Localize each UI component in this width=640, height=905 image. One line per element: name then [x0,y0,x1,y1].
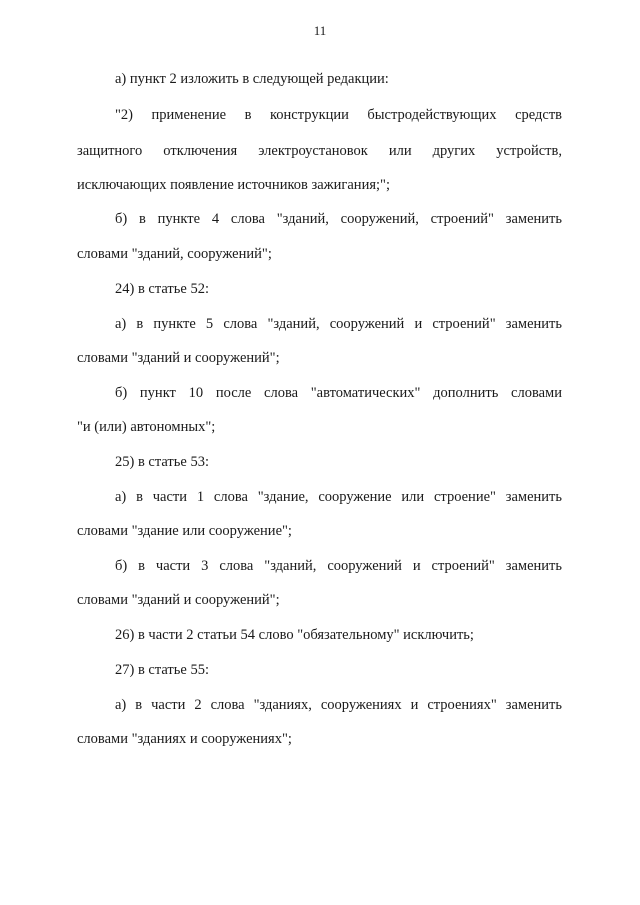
text-line: 25) в статье 53: [115,454,209,470]
text-line: словами "зданий и сооружений"; [77,350,280,366]
text-line: а) в части 1 слова "здание, сооружение или строение" заменить [115,489,562,505]
text-line: словами "здание или сооружение"; [77,523,292,539]
text-line: словами "зданий, сооружений"; [77,246,272,262]
text-line: а) пункт 2 изложить в следующей редакции: [115,71,389,87]
text-line: 26) в части 2 статьи 54 слово "обязательному" исключить; [115,627,474,643]
text-line: б) в пункте 4 слова "зданий, сооружений, строений" заменить [115,211,562,227]
text-line: 27) в статье 55: [115,662,209,678]
text-line: б) пункт 10 после слова "автоматических" дополнить словами [115,385,562,401]
text-line: "и (или) автономных"; [77,419,216,435]
text-line: словами "зданиях и сооружениях"; [77,731,292,747]
text-line: 24) в статье 52: [115,281,209,297]
page-number: 11 [313,23,327,38]
text-line: "2) применение в конструкции быстродействующих средств [115,107,562,123]
text-line: а) в пункте 5 слова "зданий, сооружений и строений" заменить [115,316,562,332]
text-line: исключающих появление источников зажигания;"; [77,177,390,193]
text-line: защитного отключения электроустановок или других устройств, [77,143,562,159]
text-line: а) в части 2 слова "зданиях, сооружениях и строениях" заменить [115,697,562,713]
text-line: словами "зданий и сооружений"; [77,592,280,608]
text-line: б) в части 3 слова "зданий, сооружений и строений" заменить [115,558,562,574]
